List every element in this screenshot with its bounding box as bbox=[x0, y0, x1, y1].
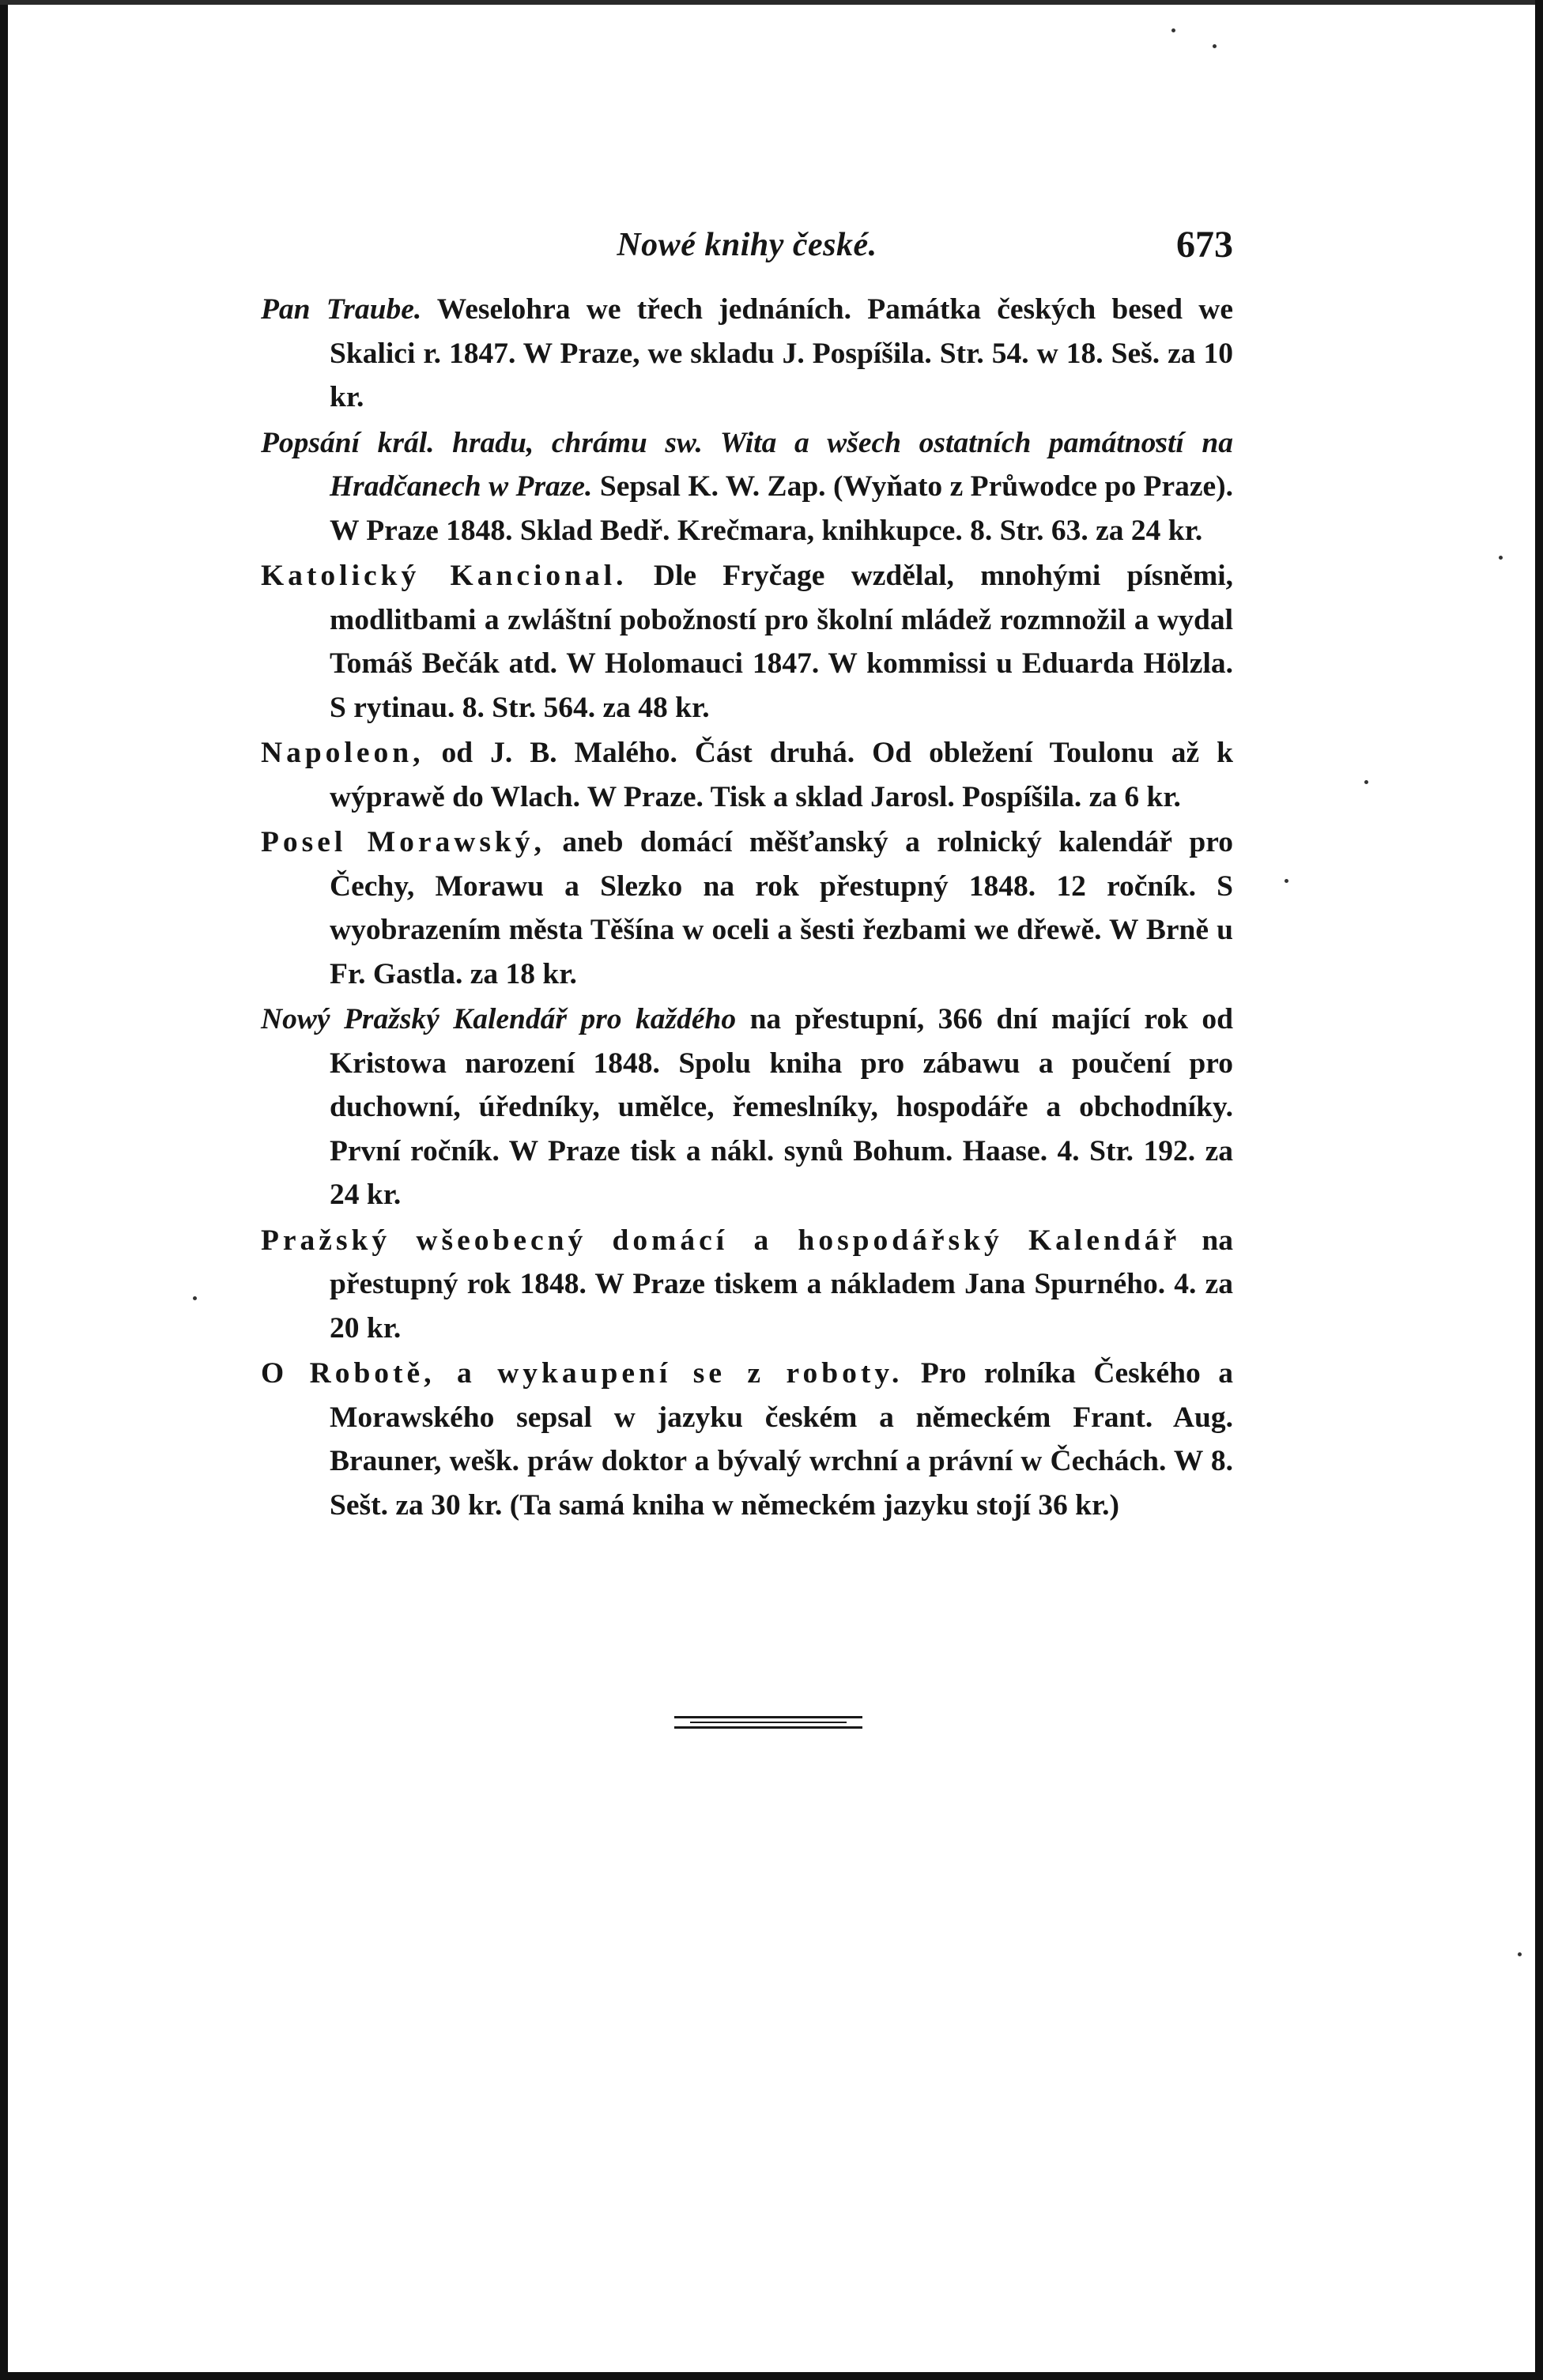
entry-title: Popsání král. hradu, chrámu sw. Wita a wšech ostatních památností na Hradčanech w Praze. bbox=[261, 426, 1233, 503]
scan-edge-left bbox=[0, 0, 8, 2380]
book-entry bbox=[261, 554, 1233, 730]
scan-edge-right bbox=[1535, 0, 1543, 2380]
entry-title: Nowý Pražský Kalendář pro každého bbox=[261, 1003, 737, 1035]
entry-text: Pro rolníka Českého a Morawského sepsal w jazyku českém a německém Frant. Aug. Brauner, wešk. práw doktor a bývalý wrchní a právní w Čechách. W 8. Sešt. za 30 kr. (Ta samá kniha w německém jazyku stojí 36 kr.) bbox=[330, 1357, 1233, 1522]
entry-text: Sepsal K. W. Zap. (Wyňato z Průwodce po Praze). W Praze 1848. Sklad Bedř. Krečmara, knihkupce. 8. Str. 63. za 24 kr. bbox=[330, 470, 1233, 547]
book-entry bbox=[261, 731, 1233, 819]
running-head bbox=[261, 223, 1233, 277]
book-entry bbox=[261, 1219, 1233, 1351]
book-list bbox=[261, 288, 1233, 1527]
entry-title: Pan Traube. bbox=[261, 293, 422, 326]
divider-rule bbox=[674, 1716, 862, 1718]
divider-rule bbox=[674, 1726, 862, 1729]
entry-text: Dle Fryčage wzdělal, mnohými písněmi, modlitbami a zwláštní pobožností pro školní mládež rozmnožil a wydal Tomáš Bečák atd. W Holomauci 1847. W kommissi u Eduarda Hölzla. S rytinau. 8. Str. 564. za 48 kr. bbox=[330, 560, 1234, 724]
divider-rule bbox=[690, 1722, 847, 1723]
page-number: 673 bbox=[1176, 224, 1233, 266]
entry-title: Posel Morawský, bbox=[261, 826, 545, 858]
entry-title: Napoleon, bbox=[261, 737, 424, 769]
entry-text: na přestupný rok 1848. W Praze tiskem a nákladem Jana Spurného. 4. za 20 kr. bbox=[330, 1224, 1233, 1345]
running-title: Nowé knihy české. bbox=[617, 227, 877, 263]
scan-edge-bottom bbox=[0, 2372, 1543, 2380]
entry-text: od J. B. Malého. Část druhá. Od obležení Toulonu až k wýprawě do Wlach. W Praze. Tisk a sklad Jarosl. Pospíšila. za 6 kr. bbox=[330, 737, 1233, 813]
book-entry bbox=[261, 288, 1233, 420]
book-entry bbox=[261, 1352, 1233, 1527]
entry-text: Weselohra we třech jednáních. Památka českých besed we Skalici r. 1847. W Praze, we skladu J. Pospíšila. Str. 54. w 18. Seš. za 10 kr. bbox=[330, 293, 1233, 413]
scan-edge-top bbox=[0, 0, 1543, 5]
book-page bbox=[261, 223, 1233, 1529]
book-entry bbox=[261, 421, 1233, 553]
entry-title: Pražský wšeobecný domácí a hospodářský Kalendář bbox=[261, 1224, 1181, 1257]
book-entry bbox=[261, 998, 1233, 1217]
entry-text: aneb domácí měšťanský a rolnický kalendář pro Čechy, Morawu a Slezko na rok přestupný 1848. 12 ročník. S wyobrazením města Těšína w oceli a šesti řezbami we dřewě. W Brně u Fr. Gastla. za 18 kr. bbox=[330, 826, 1234, 990]
book-entry bbox=[261, 820, 1233, 996]
section-divider bbox=[674, 1716, 862, 1732]
entry-title: Katolický Kancional. bbox=[261, 560, 628, 592]
entry-text: na přestupní, 366 dní mající rok od Kristowa narození 1848. Spolu kniha pro zábawu a poučení pro duchowní, úředníky, umělce, řemeslníky, hospodáře a obchodníky. První ročník. W Praze tisk a nákl. synů Bohum. Haase. 4. Str. 192. za 24 kr. bbox=[330, 1003, 1234, 1211]
entry-title: O Robotě, a wykaupení se z roboty. bbox=[261, 1357, 904, 1390]
